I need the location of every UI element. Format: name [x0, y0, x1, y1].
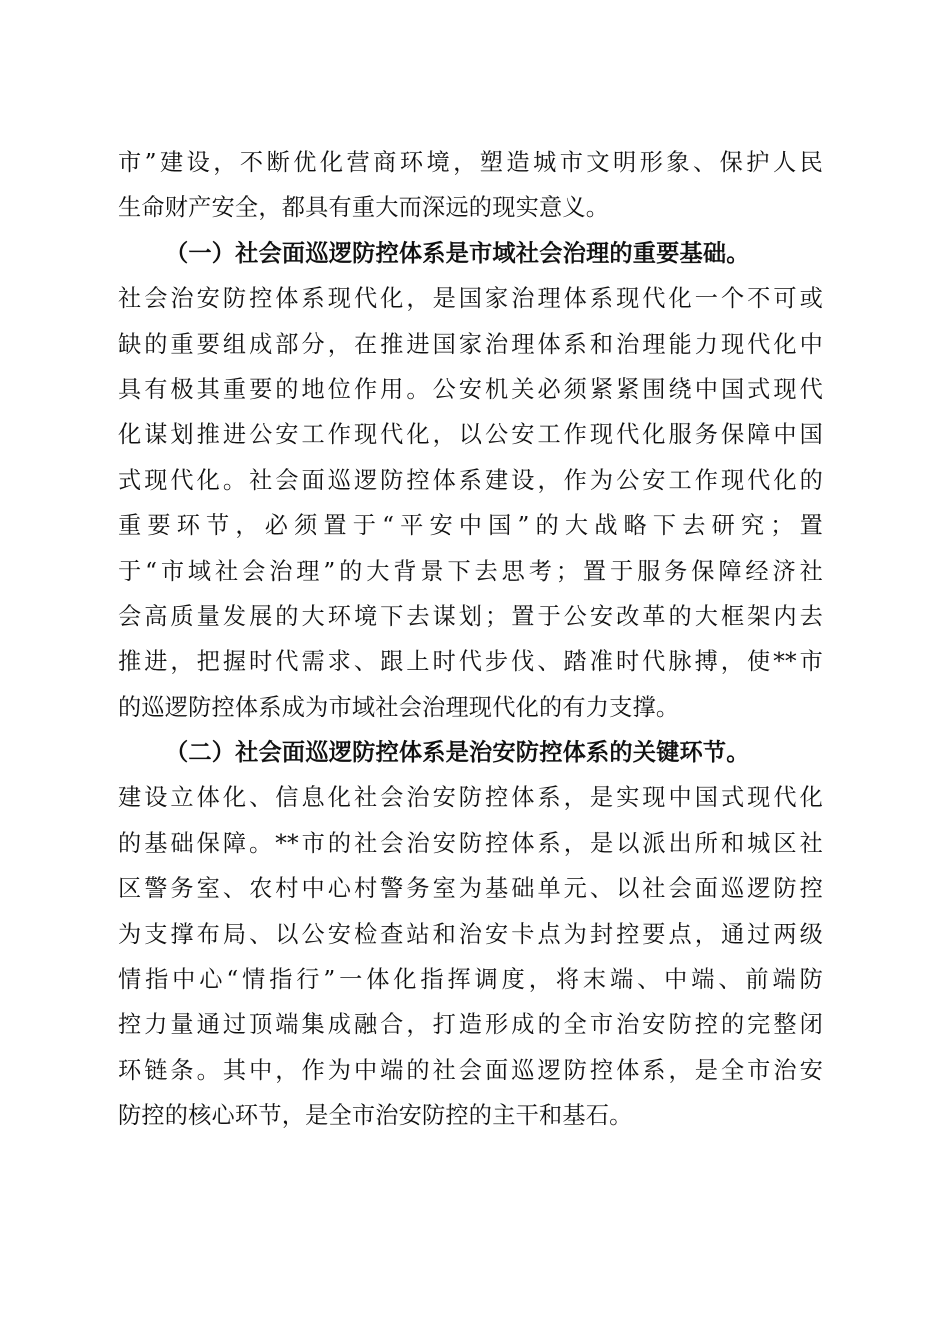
paragraph-0-line-1: 生命财产安全，都具有重大而深远的现实意义。 [118, 194, 610, 222]
paragraph-1-line-1: 缺的重要组成部分，在推进国家治理体系和治理能力现代化中 [118, 330, 823, 358]
section-heading-2: （二）社会面巡逻防控体系是治安防控体系的关键环节。 [165, 739, 750, 767]
paragraph-1-line-3: 化谋划推进公安工作现代化，以公安工作现代化服务保障中国 [118, 421, 823, 449]
paragraph-1-line-4: 式现代化。社会面巡逻防控体系建设，作为公安工作现代化的 [118, 466, 823, 494]
paragraph-1-line-8: 推进，把握时代需求、跟上时代步伐、踏准时代脉搏，使**市 [118, 648, 823, 676]
paragraph-2-line-2: 区警务室、农村中心村警务室为基础单元、以社会面巡逻防控 [118, 875, 823, 903]
paragraph-2-line-0: 建设立体化、信息化社会治安防控体系，是实现中国式现代化 [118, 784, 823, 812]
paragraph-2-line-5: 控力量通过顶端集成融合，打造形成的全市治安防控的完整闭 [118, 1011, 823, 1039]
paragraph-2-line-1: 的基础保障。**市的社会治安防控体系，是以派出所和城区社 [118, 829, 823, 857]
paragraph-1-line-0: 社会治安防控体系现代化，是国家治理体系现代化一个不可或 [118, 285, 823, 313]
paragraph-2-line-3: 为支撑布局、以公安检查站和治安卡点为封控要点，通过两级 [118, 920, 823, 948]
document-body [118, 140, 823, 1139]
paragraph-1-line-6: 于“市域社会治理”的大背景下去思考；置于服务保障经济社 [118, 557, 823, 585]
paragraph-1-line-2: 具有极其重要的地位作用。公安机关必须紧紧围绕中国式现代 [118, 375, 823, 403]
paragraph-2-line-4: 情指中心“情指行”一体化指挥调度，将末端、中端、前端防 [118, 966, 823, 994]
paragraph-0-line-0: 市”建设，不断优化营商环境，塑造城市文明形象、保护人民 [118, 149, 823, 176]
paragraph-2-line-7: 防控的核心环节，是全市治安防控的主干和基石。 [118, 1102, 633, 1130]
paragraph-1-line-5: 重要环节，必须置于“平安中国”的大战略下去研究；置 [118, 512, 823, 540]
paragraph-2-line-6: 环链条。其中，作为中端的社会面巡逻防控体系，是全市治安 [118, 1056, 823, 1084]
section-heading-1: （一）社会面巡逻防控体系是市域社会治理的重要基础。 [165, 239, 750, 267]
paragraph-1-line-9: 的巡逻防控体系成为市域社会治理现代化的有力支撑。 [118, 693, 680, 721]
paragraph-1-line-7: 会高质量发展的大环境下去谋划；置于公安改革的大框架内去 [118, 602, 823, 630]
